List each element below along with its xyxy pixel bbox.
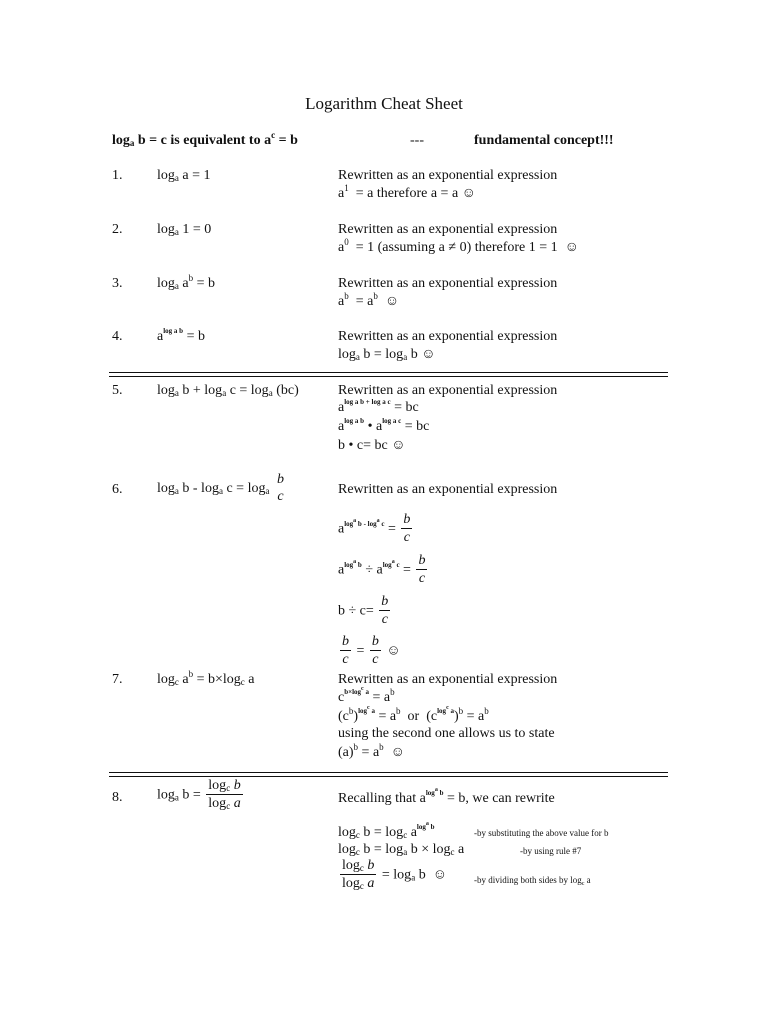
rule-1-rewritten: Rewritten as an exponential expression bbox=[338, 168, 558, 183]
smiley-icon: ☺ bbox=[390, 745, 405, 760]
rule-8-note1: -by substituting the above value for b bbox=[474, 828, 609, 838]
smiley-icon: ☺ bbox=[421, 347, 436, 362]
rule-8-number: 8. bbox=[112, 790, 123, 805]
rule-8-step3: $\frac{\log_c b}{\log_c a}$ = $\log_a b$ ☺ bbox=[342, 858, 447, 891]
rule-5-step3: b • c= bc ☺ bbox=[338, 438, 406, 453]
smiley-icon: ☺ bbox=[564, 240, 579, 255]
rule-5-step2: $a^{log a b}$ • $a^{log a c}$ = bc bbox=[338, 417, 430, 434]
rule-4-formula: $a^{log a b} = b$ bbox=[157, 327, 205, 344]
section-divider bbox=[109, 772, 668, 777]
rule-6-step2: $a^{loga b} \div a^{loga c}$ = $\frac{b}{c}$ bbox=[338, 553, 426, 586]
rule-2-exp: $a^0 = 1$ (assuming a ≠ 0) therefore 1 = 1 ☺ bbox=[338, 237, 579, 255]
page-title: Logarithm Cheat Sheet bbox=[305, 94, 463, 113]
rule-5-step1: $a^{log a b + log a c}$ = bc bbox=[338, 398, 419, 415]
rule-4-exp: $\log_a b = \log_a b$ ☺ bbox=[338, 347, 436, 362]
rule-1-formula: $\log_a a = 1$ bbox=[157, 168, 211, 183]
rule-7-step4: $(a)^b = a^b$ ☺ bbox=[338, 742, 405, 760]
rule-7-step3: using the second one allows us to state bbox=[338, 726, 555, 741]
rule-6-step3: b ÷ c= $\frac{b}{c}$ bbox=[338, 594, 389, 627]
rule-4-rewritten: Rewritten as an exponential expression bbox=[338, 329, 558, 344]
rule-8-note2: -by using rule #7 bbox=[520, 846, 582, 856]
rule-8-step2: $\log_c b = \log_a b \times \log_c a$ bbox=[338, 842, 465, 857]
rule-4-number: 4. bbox=[112, 329, 123, 344]
rule-8-formula: $\log_a b$ = $\frac{\log_c b}{\log_c a}$ bbox=[157, 778, 241, 811]
rule-8-note3: -by dividing both sides by $\log_c a$ bbox=[474, 875, 591, 887]
smiley-icon: ☺ bbox=[384, 294, 400, 309]
rule-3-number: 3. bbox=[112, 276, 123, 291]
rule-7-step1: $c^{b\times logc a} = a^b$ bbox=[338, 686, 395, 705]
rule-3-exp: $a^b = a^b$ ☺ bbox=[338, 291, 400, 309]
rule-6-number: 6. bbox=[112, 482, 123, 497]
rule-7-rewritten: Rewritten as an exponential expression bbox=[338, 672, 558, 687]
smiley-icon: ☺ bbox=[432, 867, 447, 883]
rule-7-step2: $(c^b)^{logc a} = a^b$ or $(c^{logc a})^b = a^b$ bbox=[338, 705, 489, 724]
rule-6-formula: $\log_a b - \log_a c = \log_a$ b c bbox=[157, 472, 284, 504]
smiley-icon: ☺ bbox=[461, 186, 476, 201]
rule-3-formula: $\log_a a^b = b$ bbox=[157, 273, 216, 291]
rule-7-formula: $\log_c a^b = b\times\log_c$ a bbox=[157, 669, 255, 687]
fundamental-label: fundamental concept!!! bbox=[474, 133, 614, 148]
rule-5-rewritten: Rewritten as an exponential expression bbox=[338, 383, 558, 398]
rule-2-formula: $\log_a 1 = 0$ bbox=[157, 222, 212, 237]
rule-6-rewritten: Rewritten as an exponential expression bbox=[338, 482, 558, 497]
rule-8-step1: $\log_c b = \log_c a^{loga b}$ bbox=[338, 821, 435, 840]
rule-2-rewritten: Rewritten as an exponential expression bbox=[338, 222, 558, 237]
smiley-icon: ☺ bbox=[391, 438, 406, 453]
section-divider bbox=[109, 372, 668, 377]
rule-2-number: 2. bbox=[112, 222, 123, 237]
smiley-icon: ☺ bbox=[386, 643, 401, 659]
rule-6-step4: $\frac{b}{c}$ = $\frac{b}{c}$ ☺ bbox=[342, 634, 401, 667]
rule-8-recall: Recalling that $a^{loga b} = b$, we can rewrite bbox=[338, 787, 555, 806]
rule-5-formula: $\log_a b + \log_a c = \log_a (bc)$ bbox=[157, 383, 299, 398]
fundamental-definition: $\log_a b = c$ is equivalent to $a^c = b$ bbox=[112, 130, 298, 148]
rule-5-number: 5. bbox=[112, 383, 123, 398]
rule-1-number: 1. bbox=[112, 168, 123, 183]
rule-7-number: 7. bbox=[112, 672, 123, 687]
rule-1-exp: $a^1 = a$ therefore a = a ☺ bbox=[338, 183, 476, 201]
rule-3-rewritten: Rewritten as an exponential expression bbox=[338, 276, 558, 291]
dashes: --- bbox=[410, 133, 424, 148]
rule-6-step1: $a^{loga b - loga c}$ = $\frac{b}{c}$ bbox=[338, 512, 411, 545]
